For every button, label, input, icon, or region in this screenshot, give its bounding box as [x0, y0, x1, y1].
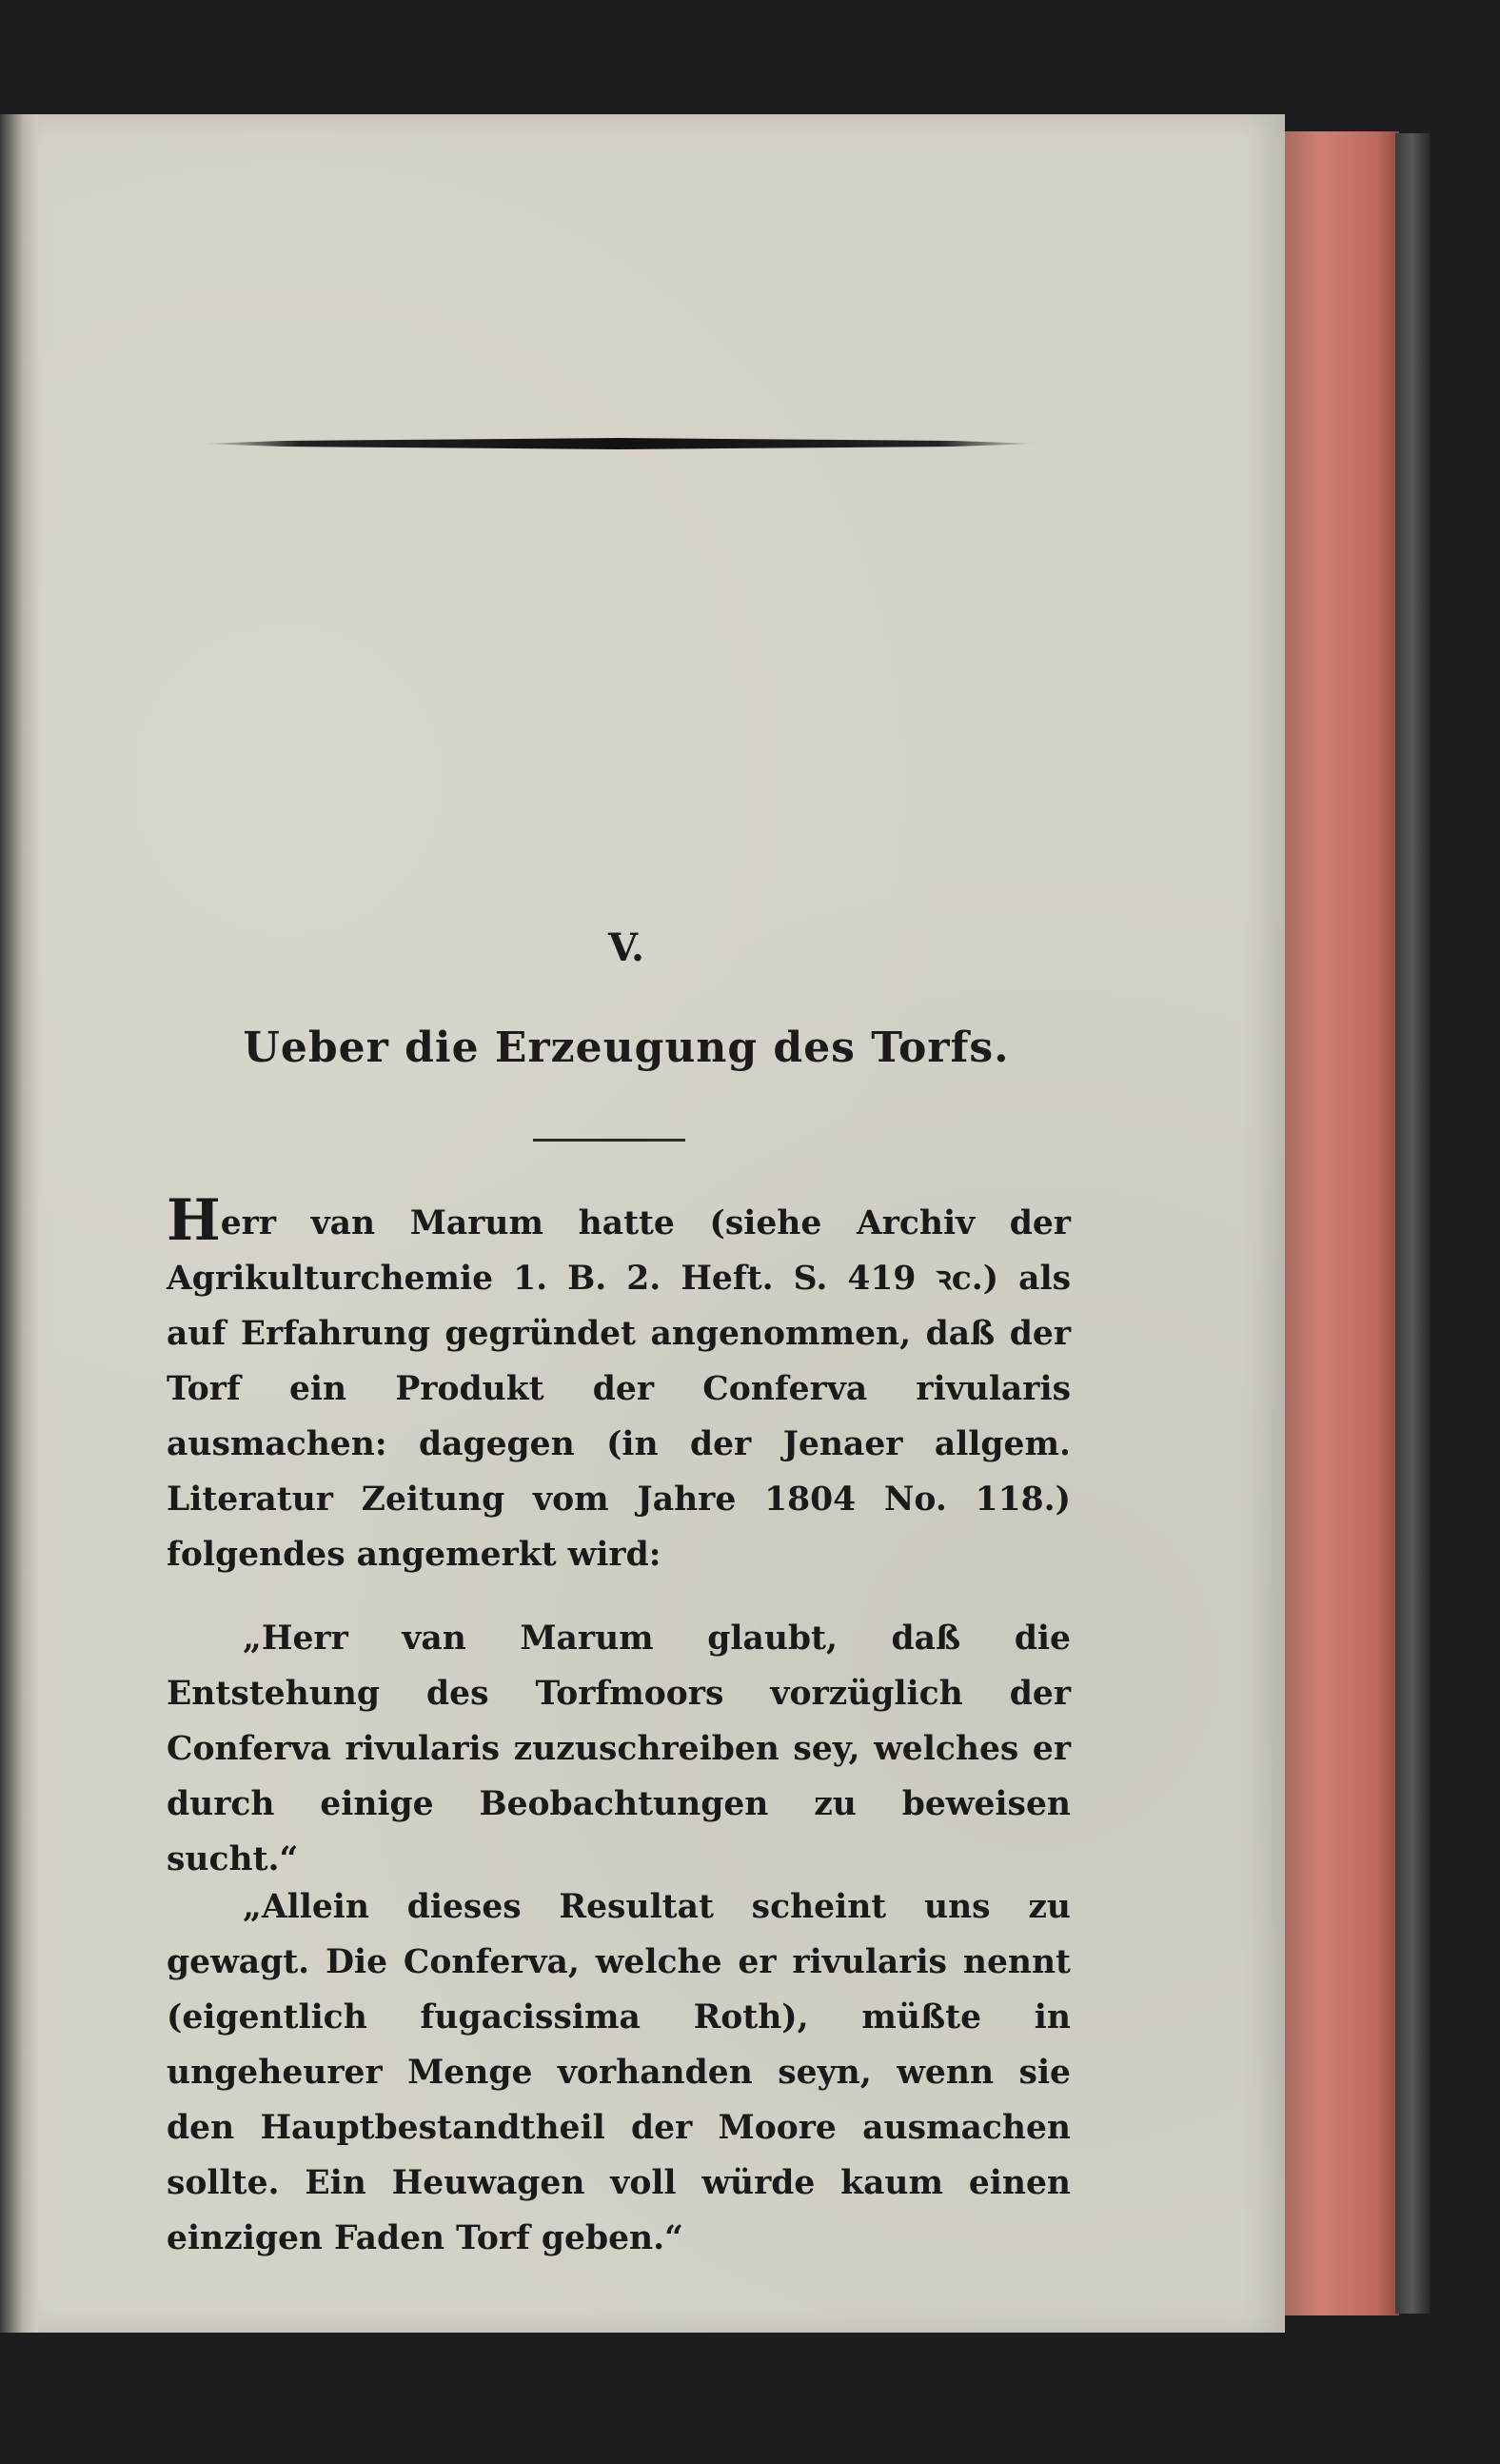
paragraph-3	[167, 1879, 1071, 2266]
adjacent-page-edge	[0, 114, 38, 2333]
drop-cap: H	[167, 1187, 221, 1254]
section-number: V.	[608, 925, 644, 970]
paragraph-text: „Herr van Marum glaubt, daß die Entstehung des Torfmoors vorzüglich der Conferva rivularis zuzuschreiben sey, welches er durch einige Beobachtungen zu beweisen sucht.“	[167, 1619, 1071, 1878]
paragraph-2	[167, 1611, 1071, 1887]
paragraph-text: err van Marum hatte (siehe Archiv der Agrikulturchemie 1. B. 2. Heft. S. 419 ꝛc.) als auf Erfahrung gegründet angenommen, daß der Torf ein Produkt der Conferva rivularis ausmachen: dagegen (in der Jenaer allgem. Literatur Zeitung vom Jahre 1804 No. 118.) folgendes angemerkt wird:	[167, 1204, 1071, 1574]
title-divider	[533, 1139, 685, 1142]
paragraph-text: „Allein dieses Resultat scheint uns zu gewagt. Die Conferva, welche er rivularis nennt (eigentlich fugacissima Roth), müßte in ungeheurer Menge vorhanden seyn, wenn sie den Hauptbestandtheil der Moore ausmachen sollte. Ein Heuwagen voll würde kaum einen einzigen Faden Torf geben.“	[167, 1888, 1071, 2257]
decorative-rule	[200, 438, 1037, 449]
paragraph-1	[167, 1187, 1071, 1582]
book-page	[38, 114, 1285, 2333]
book-cover-edge	[1395, 133, 1430, 2314]
chapter-title: Ueber die Erzeugung des Torfs.	[243, 1023, 1010, 1072]
page-block-edge	[1285, 131, 1399, 2315]
